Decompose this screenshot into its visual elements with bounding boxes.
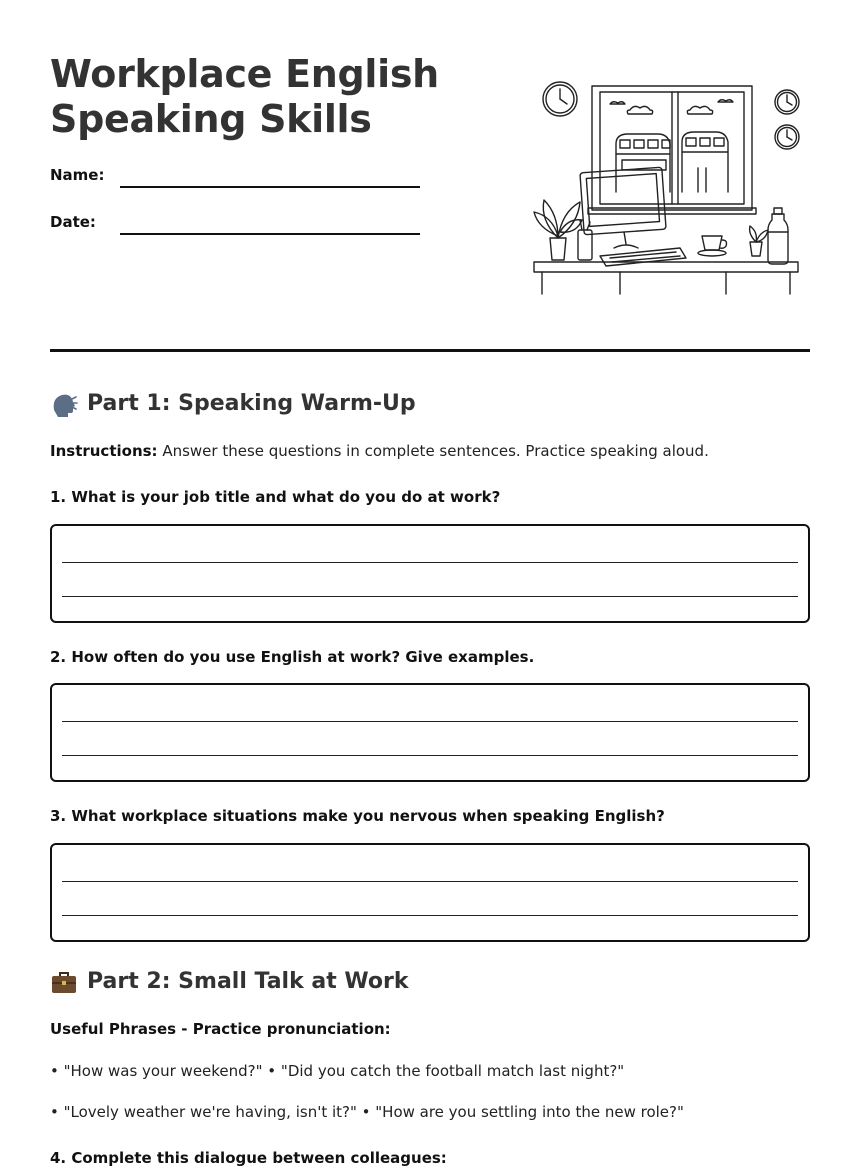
answer-line [62,881,798,882]
coffee-cup-icon [698,236,727,256]
part1-heading [50,390,416,418]
question-1: 1. What is your job title and what do you do at work? [50,488,501,506]
instructions-label: Instructions: [50,442,158,460]
date-label: Date: [50,213,96,231]
name-input-line[interactable] [120,186,420,188]
title-line-2: Speaking Skills [50,97,372,141]
title-line-1: Workplace English [50,52,439,96]
name-field [50,166,420,196]
desk-icon [534,262,798,294]
answer-box-2[interactable] [50,683,810,782]
question-4: 4. Complete this dialogue between colleagues: [50,1149,447,1167]
name-label: Name: [50,166,105,184]
question-2: 2. How often do you use English at work? Give examples. [50,648,535,666]
answer-line [62,721,798,722]
useful-phrases-heading: Useful Phrases - Practice pronunciation: [50,1020,391,1038]
answer-line [62,915,798,916]
question-3: 3. What workplace situations make you nervous when speaking English? [50,807,665,825]
water-bottle-icon [768,208,788,264]
wall-clock-icon [543,82,577,116]
part2-heading [50,968,408,996]
part1-title: Part 1: Speaking Warm-Up [87,391,416,416]
phrase-line-2: • "Lovely weather we're having, isn't it?" • "How are you settling into the new role?" [50,1103,684,1121]
small-clock-icon [775,90,799,149]
answer-line [62,755,798,756]
answer-box-1[interactable] [50,524,810,623]
part1-instructions [50,441,709,461]
answer-line [62,562,798,563]
part2-title: Part 2: Small Talk at Work [87,969,409,994]
phrase-line-1: • "How was your weekend?" • "Did you catch the football match last night?" [50,1062,625,1080]
header-divider [50,349,810,352]
date-input-line[interactable] [120,233,420,235]
date-field [50,213,420,243]
instructions-text: Answer these questions in complete sentences. Practice speaking aloud. [157,442,709,460]
answer-line [62,596,798,597]
keyboard-icon [600,248,686,266]
window-icon [588,86,756,214]
small-plant-icon [750,226,768,256]
answer-box-3[interactable] [50,843,810,942]
worksheet-page [50,0,810,1167]
speaking-head-icon [50,390,78,418]
worksheet-title [50,52,439,142]
briefcase-icon [50,968,78,996]
office-desk-window-illustration [530,72,810,300]
potted-plant-icon [534,200,582,260]
